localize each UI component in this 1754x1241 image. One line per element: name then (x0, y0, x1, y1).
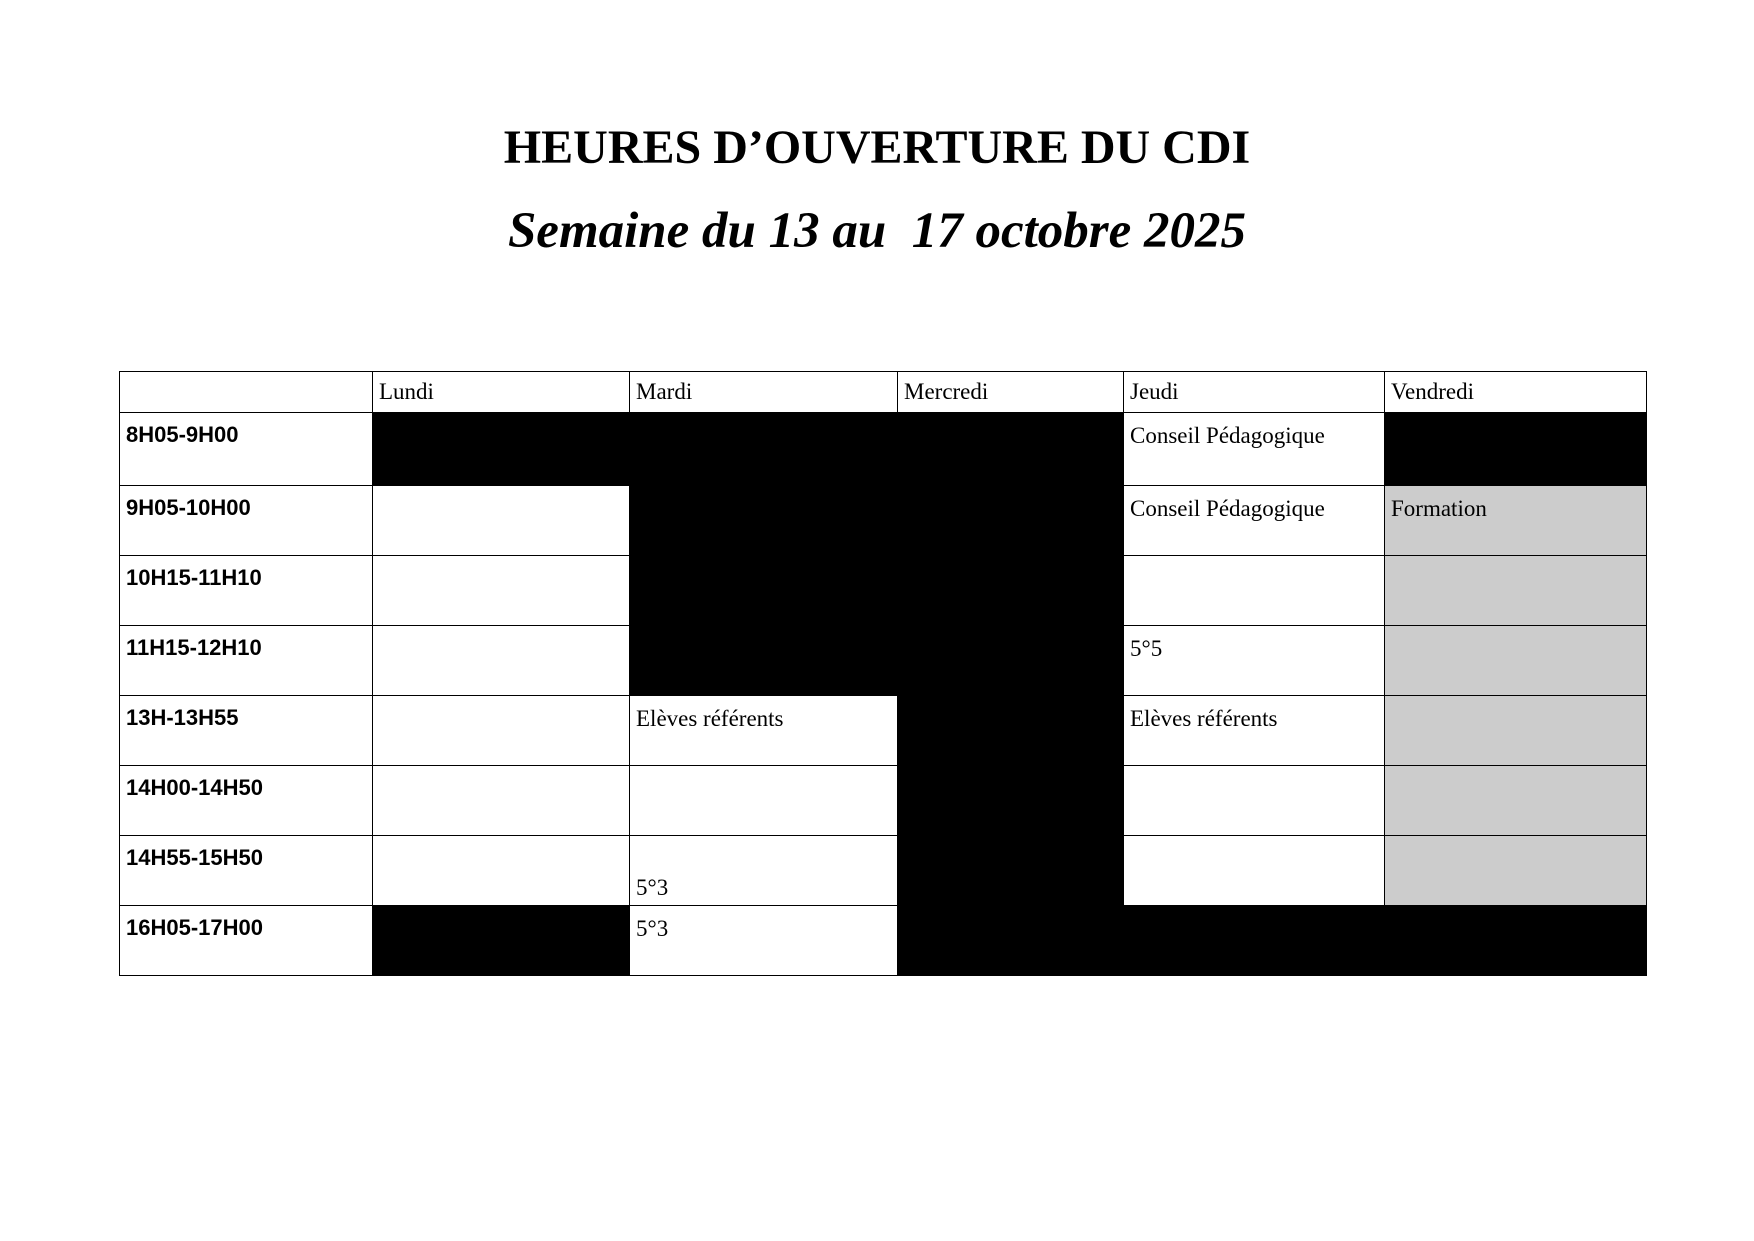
opening-hours-table (119, 371, 1647, 976)
day-header-mercredi: Mercredi (898, 372, 1124, 413)
corner-cell (120, 372, 373, 413)
table-row (120, 836, 1647, 906)
schedule-cell-mercredi (898, 486, 1124, 556)
schedule-cell-jeudi (1124, 906, 1385, 976)
schedule-cell-jeudi: Conseil Pédagogique (1124, 486, 1385, 556)
schedule-body (120, 413, 1647, 976)
schedule-cell-lundi (373, 413, 630, 486)
schedule-cell-vendredi (1385, 836, 1647, 906)
schedule-cell-lundi (373, 626, 630, 696)
table-row (120, 556, 1647, 626)
schedule-cell-mardi: 5°3 (630, 906, 898, 976)
schedule-cell-vendredi (1385, 413, 1647, 486)
page-title: HEURES D’OUVERTURE DU CDI (503, 121, 1251, 174)
schedule-cell-lundi (373, 486, 630, 556)
schedule-cell-mardi (630, 486, 898, 556)
schedule-cell-mardi (630, 413, 898, 486)
time-slot-label: 14H00-14H50 (120, 766, 373, 836)
schedule-cell-mercredi (898, 413, 1124, 486)
schedule-cell-vendredi (1385, 766, 1647, 836)
schedule-cell-mardi: 5°3 (630, 836, 898, 906)
schedule-cell-mercredi (898, 906, 1124, 976)
time-slot-label: 11H15-12H10 (120, 626, 373, 696)
schedule-cell-mardi (630, 556, 898, 626)
schedule-cell-lundi (373, 696, 630, 766)
schedule-cell-jeudi: Elèves référents (1124, 696, 1385, 766)
time-slot-label: 14H55-15H50 (120, 836, 373, 906)
schedule-cell-jeudi (1124, 556, 1385, 626)
schedule-cell-lundi (373, 556, 630, 626)
table-row (120, 486, 1647, 556)
table-row (120, 696, 1647, 766)
schedule-cell-jeudi: Conseil Pédagogique (1124, 413, 1385, 486)
schedule-cell-lundi (373, 766, 630, 836)
schedule-cell-jeudi (1124, 836, 1385, 906)
schedule-cell-mardi (630, 766, 898, 836)
time-slot-label: 13H-13H55 (120, 696, 373, 766)
schedule-cell-mardi (630, 626, 898, 696)
schedule-cell-mercredi (898, 556, 1124, 626)
day-header-vendredi: Vendredi (1385, 372, 1647, 413)
table-row (120, 766, 1647, 836)
schedule-cell-vendredi (1385, 906, 1647, 976)
day-header-mardi: Mardi (630, 372, 898, 413)
table-row (120, 906, 1647, 976)
time-slot-label: 10H15-11H10 (120, 556, 373, 626)
schedule-cell-vendredi (1385, 556, 1647, 626)
week-subtitle: Semaine du 13 au 17 octobre 2025 (507, 203, 1247, 259)
schedule-cell-jeudi: 5°5 (1124, 626, 1385, 696)
day-header-jeudi: Jeudi (1124, 372, 1385, 413)
header-row (120, 372, 1647, 413)
schedule-cell-vendredi (1385, 626, 1647, 696)
schedule-cell-vendredi: Formation (1385, 486, 1647, 556)
schedule-cell-mercredi (898, 696, 1124, 766)
schedule-cell-lundi (373, 836, 630, 906)
table-row (120, 413, 1647, 486)
day-header-lundi: Lundi (373, 372, 630, 413)
schedule-cell-mercredi (898, 626, 1124, 696)
schedule-cell-jeudi (1124, 766, 1385, 836)
schedule-cell-mardi: Elèves référents (630, 696, 898, 766)
schedule-cell-lundi (373, 906, 630, 976)
schedule-cell-mercredi (898, 766, 1124, 836)
time-slot-label: 9H05-10H00 (120, 486, 373, 556)
schedule-cell-mercredi (898, 836, 1124, 906)
table-row (120, 626, 1647, 696)
schedule-cell-vendredi (1385, 696, 1647, 766)
time-slot-label: 16H05-17H00 (120, 906, 373, 976)
time-slot-label: 8H05-9H00 (120, 413, 373, 486)
